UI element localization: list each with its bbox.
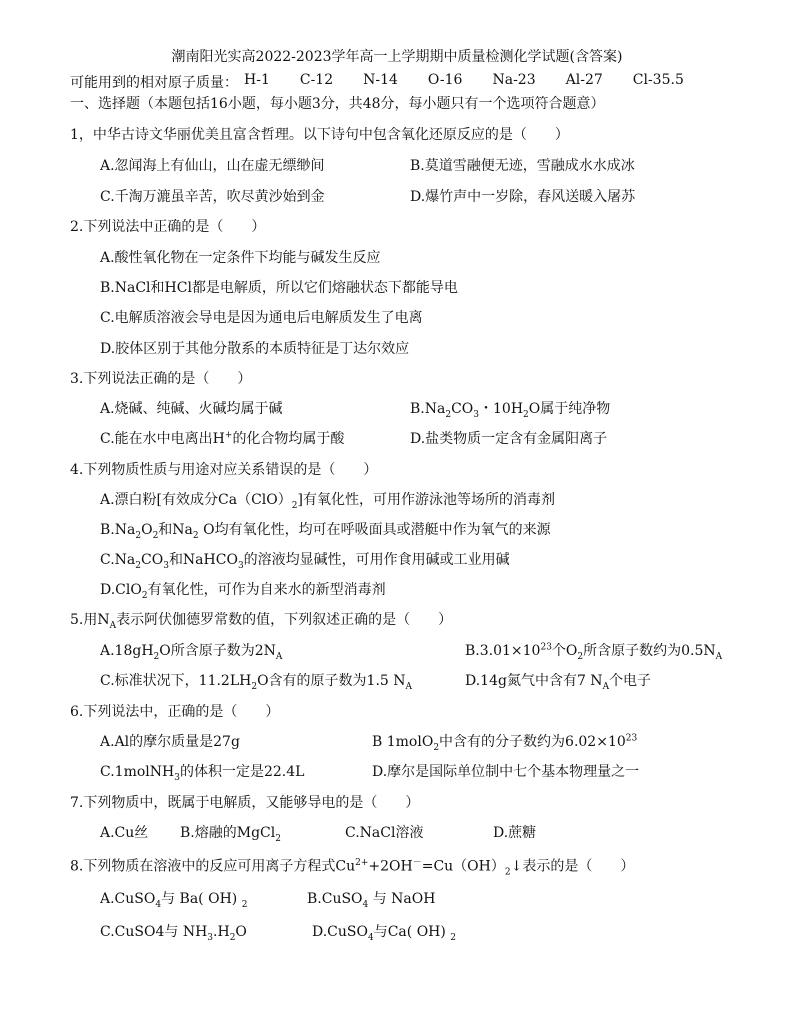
q1-option-c: C.千淘万漉虽辛苦，吹尽黄沙始到金 — [100, 189, 325, 205]
q1-option-b: B.莫道雪融便无迹，雪融成水水成冰 — [410, 158, 635, 174]
q2-option-a: A.酸性氧化物在一定条件下均能与碱发生反应 — [100, 250, 381, 266]
q7-option-c: C.NaCl溶液 — [345, 825, 424, 841]
q7-option-b-text: B.熔融的MgCl — [180, 825, 276, 841]
q2-option-d: D.胶体区别于其他分散系的本质特征是丁达尔效应 — [100, 341, 410, 357]
q7-option-a: A.Cu丝 — [100, 825, 149, 841]
q5-option-d-text-1: D.14g氮气中含有7 — [465, 673, 586, 689]
q1-option-d: D.爆竹声中一岁除，春风送暖入屠苏 — [410, 189, 636, 205]
q6-option-b: B 1molO$_2$中含有的分子数约为$6.02\times 10^{23}$ — [372, 733, 638, 753]
q5-option-d-text-2: 个电子 — [609, 673, 652, 689]
q7-option-d: D.蔗糖 — [493, 825, 537, 841]
q3-option-c-text-2: 的化合物均属于酸 — [232, 431, 345, 447]
q6-option-b-text-2: 中含有的分子数约为6.02×10 — [439, 734, 626, 750]
q8-option-b-text: 与 NaOH — [372, 891, 436, 907]
question-2: 2.下列说法中正确的是（ ） — [70, 219, 266, 235]
q6-option-d: D.摩尔是国际单位制中七个基本物理量之一 — [372, 764, 640, 780]
q2-option-c: C.电解质溶液会导电是因为通电后电解质发生了电离 — [100, 310, 423, 326]
q5-stem-prefix: 5.用 — [70, 612, 98, 628]
q8-option-b: B.CuSO$_4$ 与 NaOH — [307, 891, 436, 910]
q3-option-a: A.烧碱、纯碱、火碱均属于碱 — [100, 401, 283, 417]
mass-cl: Cl-35.5 — [632, 72, 684, 88]
q3-option-d: D.盐类物质一定含有金属阳离子 — [410, 431, 608, 447]
q5-option-c-text-2: O含有的原子数为1.5 — [257, 673, 389, 689]
q2-option-b: B.NaCl和HCl都是电解质，所以它们熔融状态下都能导电 — [100, 280, 458, 296]
mass-c: C-12 — [299, 72, 334, 88]
question-5: 5.用$N_A$表示阿伏伽德罗常数的值，下列叙述正确的是（ ） — [70, 612, 453, 631]
q3-option-c-text-1: C.能在水中电离出 — [100, 431, 213, 447]
question-3: 3.下列说法正确的是（ ） — [70, 371, 252, 387]
question-4: 4.下列物质性质与用途对应关系错误的是（ ） — [70, 462, 378, 478]
mass-o: O-16 — [427, 72, 463, 88]
q6-option-c-text-1: C.1molNH — [100, 764, 175, 780]
q6-option-a: A.Al的摩尔质量是27g — [100, 734, 240, 750]
q8-option-c-text-1: C.CuSO4与 NH — [100, 924, 208, 940]
q3-option-b: $B.Na_2CO_3$・$10H_2O$属于纯净物 — [410, 401, 611, 420]
q8-option-c-text-3: O — [235, 924, 247, 940]
section-header: 一、选择题（本题包括16小题，每小题3分，共48分，每小题只有一个选项符合题意） — [70, 96, 605, 112]
q6-option-b-text-1: B 1molO — [372, 734, 434, 750]
q5-option-d: D.14g氮气中含有7 $N_A$个电子 — [465, 673, 652, 692]
q5-option-a-text: O所含原子数为2 — [159, 643, 264, 659]
q6-option-c: C.1molNH$_3$的体积一定是22.4L — [100, 764, 305, 783]
q8-stem-1: 8.下列物质在溶液中的反应可用离子方程式Cu — [70, 858, 356, 875]
q7-option-b: B.熔融的MgCl$_2$ — [180, 825, 281, 844]
page-title: 潮南阳光实高2022-2023学年高一上学期期中质量检测化学试题(含答案) — [171, 49, 623, 65]
q8-option-a-text: 与 Ba( OH) — [161, 891, 238, 907]
q4-option-c-text: 的溶液均显碱性，可用作食用碱或工业用碱 — [243, 552, 510, 568]
atomic-masses — [70, 72, 770, 92]
q3-option-b-text: 属于纯净物 — [540, 401, 611, 417]
question-1: 1，中华古诗文华丽优美且富含哲理。以下诗句中包含氧化还原反应的是（ ） — [70, 127, 569, 143]
q4-option-a: A.漂白粉[有效成分$Ca(ClO)_2$]有氧化性，可用作游泳池等场所的消毒剂 — [100, 492, 555, 511]
q8-option-c: C.CuSO4与 $NH_3.H_2O$ — [100, 924, 247, 943]
q5-option-c: C.标准状况下，$11.2LH_2O$含有的原子数为1.5 $N_A$ — [100, 673, 413, 692]
q8-stem-2: +2OH — [368, 858, 413, 875]
q8-stem-4: ↓表示的是（ ） — [510, 858, 635, 875]
q4-option-a-text-1: A.漂白粉[有效成分Ca（ClO） — [100, 492, 292, 508]
q5-option-b-text: 所含原子数约为0.5 — [583, 643, 704, 659]
q4-option-d: D.ClO$_2$有氧化性，可作为自来水的新型消毒剂 — [100, 582, 386, 601]
q5-option-b: $B.3.01\times 10^{23}$个$O_2$所含原子数约为$0.5N_A$ — [465, 642, 723, 662]
mass-h: H-1 — [244, 72, 270, 88]
q4-option-c: $C.Na_2CO_3$和NaHCO$_3$的溶液均显碱性，可用作食用碱或工业用碱 — [100, 552, 510, 571]
mass-al: Al-27 — [565, 72, 603, 88]
q5-option-a: $A.18gH_2O$所含原子数为$2N_A$ — [100, 643, 283, 662]
mass-n: N-14 — [363, 72, 398, 88]
q8-option-d-text: 与Ca( OH) — [373, 924, 446, 940]
q8-stem-3: =Cu（OH） — [421, 858, 505, 875]
q4-option-a-text-2: ]有氧化性，可用作游泳池等场所的消毒剂 — [297, 492, 555, 508]
q4-option-d-text: 有氧化性，可作为自来水的新型消毒剂 — [147, 582, 386, 598]
q8-option-d: D.CuSO$_4$与Ca( OH) $_2$ — [312, 924, 457, 943]
q1-option-a: A.忽闻海上有仙山，山在虚无缥缈间 — [100, 158, 325, 174]
mass-na: Na-23 — [492, 72, 536, 88]
q3-option-c: C.能在水中电离出H+的化合物均属于酸 — [100, 430, 345, 447]
q4-option-b-text: O均有氧化性，均可在呼吸面具或潜艇中作为氧气的来源 — [203, 522, 551, 538]
atomic-masses-label: 可能用到的相对原子质量： — [70, 75, 238, 91]
q8-option-a: A.CuSO$_4$与 Ba( OH) $_2$ — [100, 891, 248, 910]
q5-stem-suffix: 表示阿伏伽德罗常数的值，下列叙述正确的是（ ） — [116, 612, 453, 628]
q5-option-c-text-1: C.标准状况下，11.2LH — [100, 673, 252, 689]
q8-option-c-text-2: .H — [213, 924, 230, 940]
question-8: 8.下列物质在溶液中的反应可用离子方程式$Cu^{2+}+2OH^-=Cu(OH)_2↓$表示的是（ ） — [70, 858, 635, 878]
q6-option-c-text-2: 的体积一定是22.4L — [179, 764, 305, 780]
q4-option-b: $B.Na_2O_2$和$Na_2$ O均有氧化性，均可在呼吸面具或潜艇中作为氧气的来源 — [100, 522, 551, 541]
question-6: 6.下列说法中，正确的是（ ） — [70, 704, 280, 720]
question-7: 7.下列物质中，既属于电解质，又能够导电的是（ ） — [70, 795, 420, 811]
